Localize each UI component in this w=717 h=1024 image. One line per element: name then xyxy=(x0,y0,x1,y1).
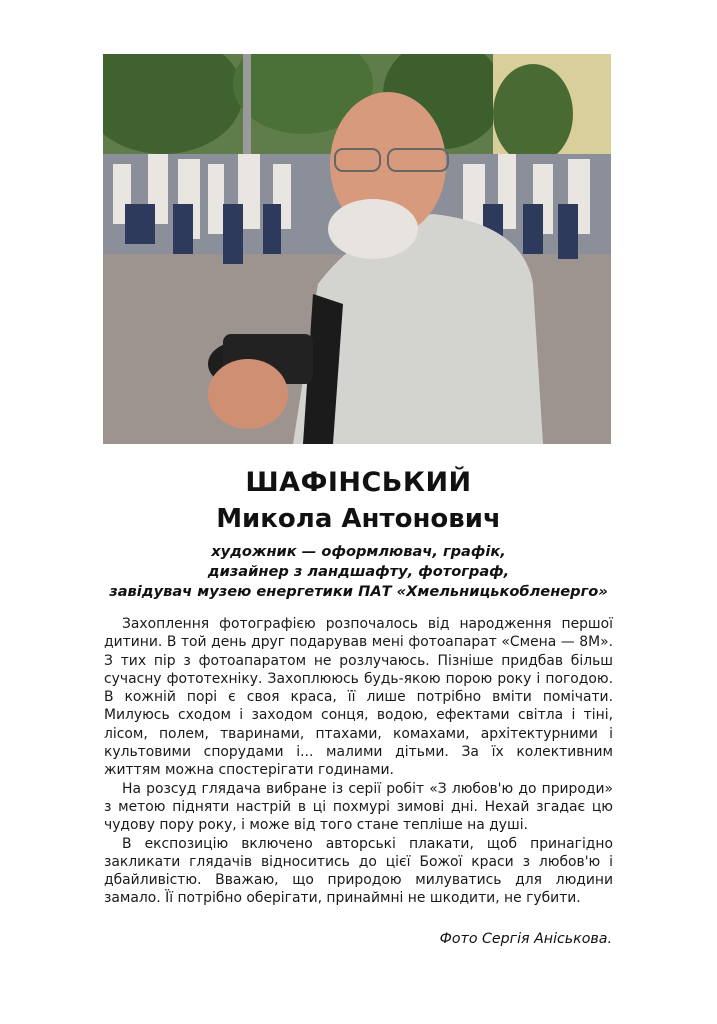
person-fullname: Микола Антонович xyxy=(216,504,501,534)
paragraph: Захоплення фотографією розпочалось від народження першої дитини. В той день друг подарував мені фотоапарат «Смена — 8М». З тих пір з фотоапаратом не розлучаюсь. Пізніше придбав більш сучасну фототехніку. Захоплююсь будь-якою порою року і погодою. В кожній порі є своя краса, її лише потрібно вміти помічати. Милуюсь сходом і заходом сонця, водою, ефектами світла і тіні, лісом, полем, тваринами, птахами, комахами, архітектурними і культовими спорудами і... малими дітьми. За їх колективним життям можна спостерігати годинами. xyxy=(104,616,613,779)
role-line: дизайнер з ландшафту, фотограф, xyxy=(207,563,510,580)
person-roles xyxy=(90,542,627,602)
photographer-portrait-image xyxy=(103,54,611,444)
portrait-photo xyxy=(103,54,611,444)
person-surname: ШАФІНСЬКИЙ xyxy=(245,467,472,498)
role-line: художник — оформлювач, графік, xyxy=(211,543,506,560)
photo-credit: Фото Сергія Аніськова. xyxy=(439,931,612,947)
role-line: завідувач музею енергетики ПАТ «Хмельницькобленерго» xyxy=(109,583,608,600)
paragraph: В експозицію включено авторські плакати, щоб принагідно закликати глядачів відноситись до цієї Божої краси з любов'ю і дбайливістю. Вважаю, що природою милуватись для людини замало. Її потрібно оберігати, принаймні не шкодити, не губити. xyxy=(104,835,613,907)
biography-text xyxy=(104,615,613,908)
paragraph: На розсуд глядача вибране із серії робіт «З любов'ю до природи» з метою підняти настрій в ці похмурі зимові дні. Нехай згадає цю чудову пору року, і може від того стане тепліше на душі. xyxy=(104,780,613,834)
